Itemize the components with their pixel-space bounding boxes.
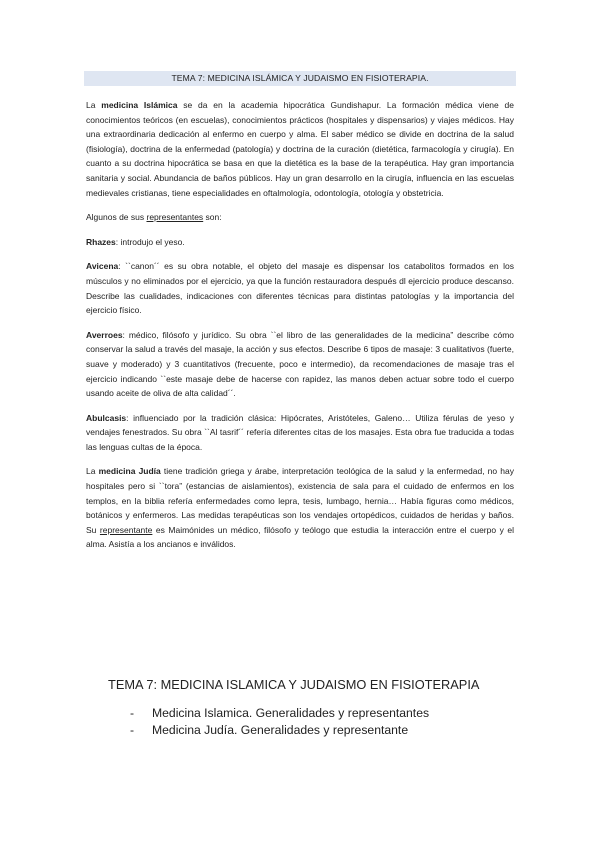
intro-tail: son:: [203, 212, 222, 223]
outline-section: [108, 677, 528, 739]
outline-title: TEMA 7: MEDICINA ISLAMICA Y JUDAISMO EN FISIOTERAPIA: [108, 677, 480, 692]
paragraph-abulcasis: [86, 411, 514, 455]
outline-list: [108, 705, 528, 739]
paragraph-text: tiene tradición griega y árabe, interpretación teológica de la salud y la enfermedad, no hay hospitales pero si ``tora” (estancias de aislamientos), existencia de sala para el cuidado de enfermos en los templos, en la biblia refería enfermedades como lepra, tesis, lumbago, hernia… Había figuras como médicos, botánicos y enfermeros. Las medidas terapéuticas son los vendajes ortopédicos, cuidados de heridas y baños. Su: [86, 466, 514, 535]
underlined-representante: representante: [99, 524, 153, 535]
document-body: [86, 98, 514, 562]
bullet-dash: -: [130, 723, 135, 737]
paragraph-text: : introdujo el yeso.: [115, 236, 185, 247]
underlined-representantes: representantes: [146, 212, 204, 223]
name-abulcasis: Abulcasis: [86, 412, 127, 423]
title-banner: [84, 71, 516, 86]
paragraph-rhazes: [86, 235, 514, 250]
paragraph-averroes: [86, 328, 514, 401]
outline-item-jewish: [108, 722, 528, 739]
name-rhazes: Rhazes: [86, 236, 116, 247]
paragraph-text: se da en la academia hipocrática Gundishapur. La formación médica viene de conocimientos teóricos (en escuelas), conocimientos prácticos (hospitales y dispensarios) y viajes médicos. Hay una extraordinaria dedicación al enfermo en cuerpo y alma. El saber médico se divide en doctrina de la salud (fisiología), doctrina de la enfermedad (patología) y doctrina de la curación (dietética, farmacología y cirugía). En cuanto a su doctrina hipocrática se basa en que la dietética es la base de la terapéutica. Hay gran importancia sanitaria y social. Abundancia de baños públicos. Hay un gran desarrollo en la cirugía, influencia en las escuelas medievales cristianas, tiene especialidades en oftalmología, odontología, otología y obstetricia.: [86, 100, 514, 198]
outline-item-islamic: [108, 705, 528, 722]
paragraph-lead: La: [86, 100, 102, 110]
page-title: TEMA 7: MEDICINA ISLÁMICA Y JUDAISMO EN FISIOTERAPIA.: [171, 73, 429, 83]
paragraph-tail: es Maimónides un médico, filósofo y teólogo que estudia la interacción entre el cuerpo y el alma. Asistía a los ancianos e inválidos.: [86, 524, 514, 550]
paragraph-islamic-medicine: [86, 98, 514, 200]
outline-item-label: Medicina Islamica. Generalidades y representantes: [152, 706, 430, 720]
outline-item-label: Medicina Judía. Generalidades y representante: [152, 723, 409, 737]
bullet-dash: -: [130, 706, 135, 720]
paragraph-representatives-intro: [86, 210, 514, 225]
term-jewish-medicine: medicina Judía: [98, 466, 161, 477]
paragraph-avicena: [86, 259, 514, 317]
paragraph-text: : ``canon´´ es su obra notable, el objeto del masaje es dispensar los catabolitos formados en los músculos y no eliminados por el ejercicio, ya que la función restauradora después dl ejercicio produce descanso. Describe las cualidades, indicaciones con diferentes técnicas para distintas patologías y la importancia del ejercicio físico.: [86, 261, 514, 316]
paragraph-text: : influenciado por la tradición clásica: Hipócrates, Aristóteles, Galeno… Utiliza férulas de yeso y vendajes fenestrados. Su obra ``Al tasrif´´ refería diferentes citas de los masajes. Esta obra fue traducida a todas las lenguas cultas de la época.: [86, 412, 514, 452]
paragraph-lead: La: [86, 466, 99, 477]
intro-text: Algunos de sus: [86, 212, 147, 223]
paragraph-jewish-medicine: [86, 464, 514, 552]
term-islamic-medicine: medicina Islámica: [101, 100, 178, 110]
name-avicena: Avicena: [86, 261, 119, 272]
paragraph-text: : médico, filósofo y jurídico. Su obra ``el libro de las generalidades de la medicina” describe cómo conservar la salud a través del masaje, la acción y sus efectos. Describe 6 tipos de masaje: 3 cualitativos (fuerte, suave y moderado) y 3 cuantitativos (frecuente, poco e intermedio), da recomendaciones de masaje tras el ejercicio indicando ``este masaje debe de hacerse con rapidez, las manos deben actuar sobre todo el cuerpo usando aceite de oliva de alta calidad´´.: [86, 329, 514, 399]
name-averroes: Averroes: [86, 329, 123, 340]
